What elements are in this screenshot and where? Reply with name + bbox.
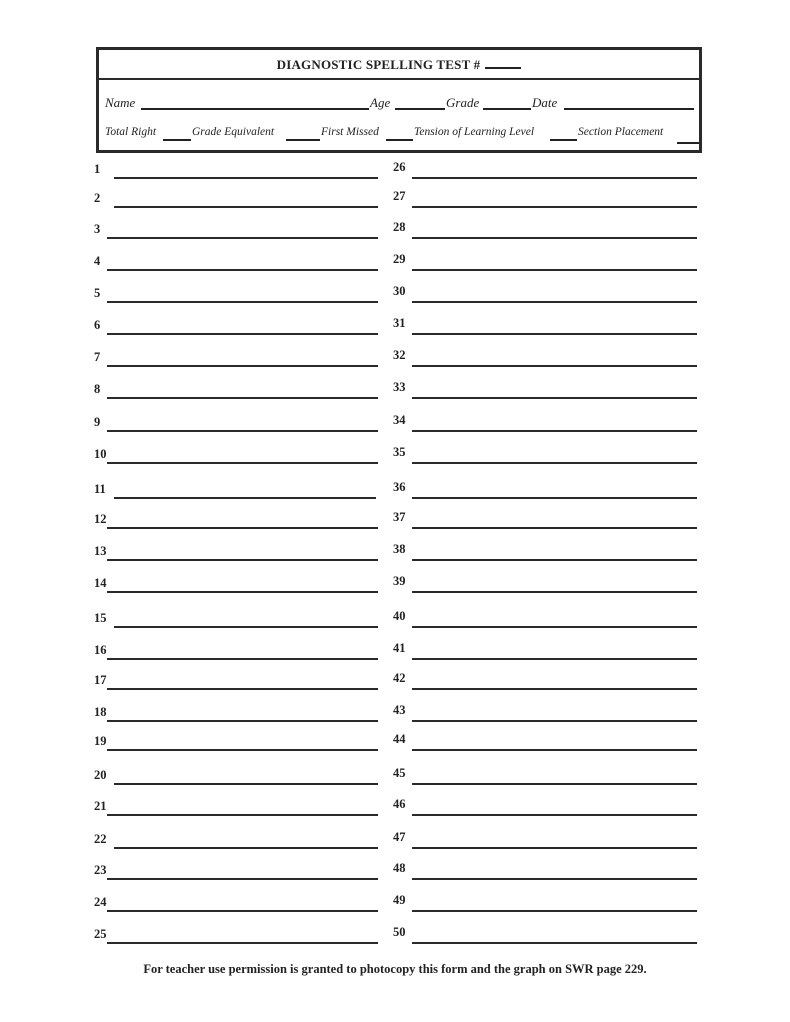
answer-line[interactable] bbox=[107, 559, 378, 561]
answer-line[interactable] bbox=[412, 783, 697, 785]
item-number: 3 bbox=[94, 222, 101, 236]
answer-line[interactable] bbox=[107, 814, 378, 816]
answer-line[interactable] bbox=[107, 397, 378, 399]
tension-of-learning-level-field[interactable] bbox=[550, 139, 577, 141]
item-number: 4 bbox=[94, 254, 101, 268]
tension-of-learning-level-label: Tension of Learning Level bbox=[414, 126, 535, 138]
answer-line[interactable] bbox=[412, 942, 697, 944]
answer-line[interactable] bbox=[412, 365, 697, 367]
item-number: 44 bbox=[393, 732, 406, 746]
answer-line[interactable] bbox=[107, 301, 378, 303]
answer-line[interactable] bbox=[107, 430, 378, 432]
answer-line[interactable] bbox=[412, 269, 697, 271]
first-missed-field[interactable] bbox=[386, 139, 413, 141]
answer-line[interactable] bbox=[412, 720, 697, 722]
item-number: 36 bbox=[393, 480, 406, 494]
answer-line[interactable] bbox=[412, 237, 697, 239]
answer-line[interactable] bbox=[114, 177, 378, 179]
answer-line[interactable] bbox=[412, 430, 697, 432]
item-number: 43 bbox=[393, 703, 406, 717]
answer-line[interactable] bbox=[412, 301, 697, 303]
item-number: 46 bbox=[393, 797, 406, 811]
item-number: 33 bbox=[393, 380, 406, 394]
answer-line[interactable] bbox=[107, 749, 378, 751]
item-number: 13 bbox=[94, 544, 107, 558]
item-number: 34 bbox=[393, 413, 406, 427]
section-placement-label: Section Placement bbox=[578, 126, 664, 138]
answer-line[interactable] bbox=[412, 397, 697, 399]
item-number: 29 bbox=[393, 252, 406, 266]
item-number: 41 bbox=[393, 641, 406, 655]
item-number: 14 bbox=[94, 576, 107, 590]
section-placement-field[interactable] bbox=[677, 142, 699, 144]
answer-line[interactable] bbox=[412, 462, 697, 464]
age-field[interactable] bbox=[395, 108, 445, 110]
title-row bbox=[99, 50, 699, 80]
item-number: 32 bbox=[393, 348, 406, 362]
answer-line[interactable] bbox=[107, 269, 378, 271]
answer-line[interactable] bbox=[107, 462, 378, 464]
answer-line[interactable] bbox=[107, 365, 378, 367]
item-number: 27 bbox=[393, 189, 406, 203]
test-number-field[interactable] bbox=[485, 66, 521, 69]
age-label: Age bbox=[370, 95, 391, 110]
answer-line[interactable] bbox=[107, 720, 378, 722]
answer-line[interactable] bbox=[114, 783, 378, 785]
item-number: 10 bbox=[94, 447, 107, 461]
item-number: 5 bbox=[94, 286, 101, 300]
answer-line[interactable] bbox=[412, 658, 697, 660]
name-label: Name bbox=[105, 95, 136, 110]
answer-line[interactable] bbox=[412, 814, 697, 816]
item-number: 25 bbox=[94, 927, 107, 941]
answer-line[interactable] bbox=[412, 847, 697, 849]
item-number: 16 bbox=[94, 643, 107, 657]
answer-line[interactable] bbox=[412, 559, 697, 561]
answer-line[interactable] bbox=[114, 206, 378, 208]
item-number: 47 bbox=[393, 830, 406, 844]
item-number: 19 bbox=[94, 734, 107, 748]
answer-line[interactable] bbox=[107, 658, 378, 660]
page-title: DIAGNOSTIC SPELLING TEST # bbox=[276, 57, 481, 72]
footer-note: For teacher use permission is granted to photocopy this form and the graph on SWR page 229. bbox=[143, 962, 647, 976]
item-number: 48 bbox=[393, 861, 406, 875]
answer-line[interactable] bbox=[412, 878, 697, 880]
answer-line[interactable] bbox=[412, 749, 697, 751]
date-label: Date bbox=[532, 95, 558, 110]
item-number: 50 bbox=[393, 925, 406, 939]
grade-label: Grade bbox=[446, 95, 480, 110]
item-number: 1 bbox=[94, 162, 101, 176]
answer-line[interactable] bbox=[412, 177, 697, 179]
answer-line[interactable] bbox=[107, 527, 378, 529]
grade-equivalent-field[interactable] bbox=[286, 139, 320, 141]
item-number: 49 bbox=[393, 893, 406, 907]
item-number: 28 bbox=[393, 220, 406, 234]
grade-field[interactable] bbox=[483, 108, 531, 110]
item-number: 21 bbox=[94, 799, 107, 813]
answer-line[interactable] bbox=[412, 910, 697, 912]
grade-equivalent-label: Grade Equivalent bbox=[192, 126, 275, 138]
date-field[interactable] bbox=[564, 108, 694, 110]
total-right-field[interactable] bbox=[163, 139, 191, 141]
answer-line[interactable] bbox=[412, 591, 697, 593]
answer-line[interactable] bbox=[412, 206, 697, 208]
answer-line[interactable] bbox=[107, 333, 378, 335]
answer-line[interactable] bbox=[412, 527, 697, 529]
item-number: 45 bbox=[393, 766, 406, 780]
item-number: 8 bbox=[94, 382, 101, 396]
item-number: 26 bbox=[393, 160, 406, 174]
answer-line[interactable] bbox=[412, 626, 697, 628]
first-missed-label: First Missed bbox=[321, 126, 379, 138]
answer-line[interactable] bbox=[107, 942, 378, 944]
item-number: 2 bbox=[94, 191, 101, 205]
answer-line[interactable] bbox=[412, 688, 697, 690]
item-number: 22 bbox=[94, 832, 107, 846]
answer-line[interactable] bbox=[107, 910, 378, 912]
item-number: 24 bbox=[94, 895, 107, 909]
answer-line[interactable] bbox=[114, 497, 376, 499]
item-number: 17 bbox=[94, 673, 107, 687]
item-number: 37 bbox=[393, 510, 406, 524]
header-box bbox=[96, 47, 702, 153]
item-number: 15 bbox=[94, 611, 107, 625]
item-number: 30 bbox=[393, 284, 406, 298]
item-number: 38 bbox=[393, 542, 406, 556]
name-field[interactable] bbox=[141, 108, 369, 110]
item-number: 6 bbox=[94, 318, 101, 332]
answer-line[interactable] bbox=[412, 497, 697, 499]
item-number: 39 bbox=[393, 574, 406, 588]
item-number: 23 bbox=[94, 863, 107, 877]
item-number: 20 bbox=[94, 768, 107, 782]
item-number: 40 bbox=[393, 609, 406, 623]
answer-line[interactable] bbox=[107, 237, 378, 239]
answer-line[interactable] bbox=[107, 878, 378, 880]
item-number: 9 bbox=[94, 415, 101, 429]
item-number: 42 bbox=[393, 671, 406, 685]
item-number: 11 bbox=[94, 482, 106, 496]
answer-line[interactable] bbox=[107, 688, 378, 690]
item-number: 7 bbox=[94, 350, 101, 364]
item-number: 35 bbox=[393, 445, 406, 459]
item-number: 18 bbox=[94, 705, 107, 719]
answer-line[interactable] bbox=[412, 333, 697, 335]
item-number: 31 bbox=[393, 316, 406, 330]
answer-line[interactable] bbox=[107, 591, 378, 593]
total-right-label: Total Right bbox=[105, 126, 157, 138]
answer-line[interactable] bbox=[114, 847, 378, 849]
answer-line[interactable] bbox=[114, 626, 378, 628]
item-number: 12 bbox=[94, 512, 107, 526]
